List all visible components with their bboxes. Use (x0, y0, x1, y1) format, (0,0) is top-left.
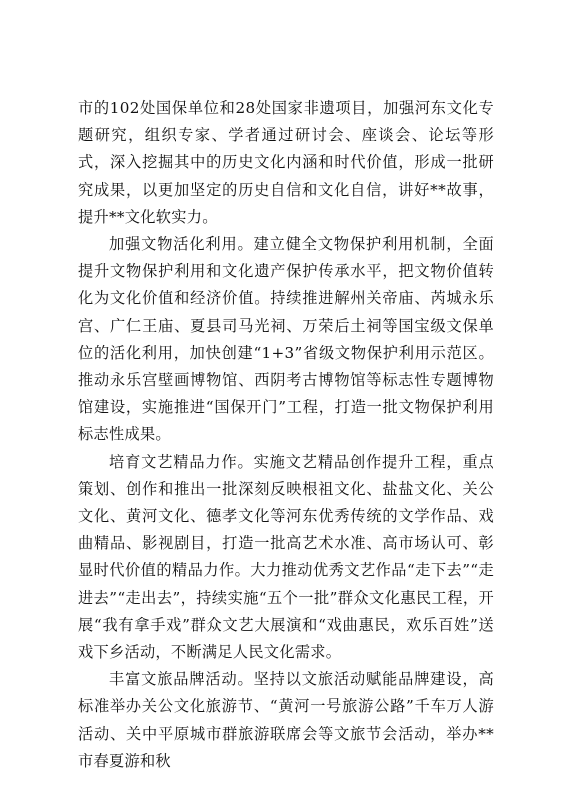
body-text (78, 95, 494, 775)
paragraph-tourism-brand: 丰富文旅品牌活动。坚持以文旅活动赋能品牌建设，高标准举办关公文化旅游节、“黄河一号旅游公路”千车万人游活动、关中平原城市群旅游联席会等文旅节会活动，举办**市春夏游和秋 (78, 670, 494, 770)
paragraph-continuation: 市的102处国保单位和28处国家非遗项目，加强河东文化专题研究，组织专家、学者通过研讨会、座谈会、论坛等形式，深入挖掘其中的历史文化内涵和时代价值，形成一批研究成果，以更加坚定的历史自信和文化自信，讲好**故事，提升**文化软实力。 (78, 99, 494, 226)
paragraph-cultural-relics: 加强文物活化利用。建立健全文物保护利用机制，全面提升文物保护利用和文化遗产保护传承水平，把文物价值转化为文化价值和经济价值。持续推进解州关帝庙、芮城永乐宫、广仁王庙、夏县司马光祠、万荣后土祠等国宝级文保单位的活化利用，加快创建“1+3”省级文物保护利用示范区。推动永乐宫壁画博物馆、西阴考古博物馆等标志性专题博物馆建设，实施推进“国保开门”工程，打造一批文物保护利用标志性成果。 (78, 235, 494, 444)
paragraph-literary-works: 培育文艺精品力作。实施文艺精品创作提升工程，重点策划、创作和推出一批深刻反映根祖文化、盐盐文化、关公文化、黄河文化、德孝文化等河东优秀传统的文学作品、戏曲精品、影视剧目，打造一批高艺术水准、高市场认可、彰显时代价值的精品力作。大力推动优秀文艺作品“走下去”“走进去”“走出去”，持续实施“五个一批”群众文化惠民工程，开展“我有拿手戏”群众文艺大展演和“戏曲惠民，欢乐百姓”送戏下乡活动，不断满足人民文化需求。 (78, 452, 494, 662)
